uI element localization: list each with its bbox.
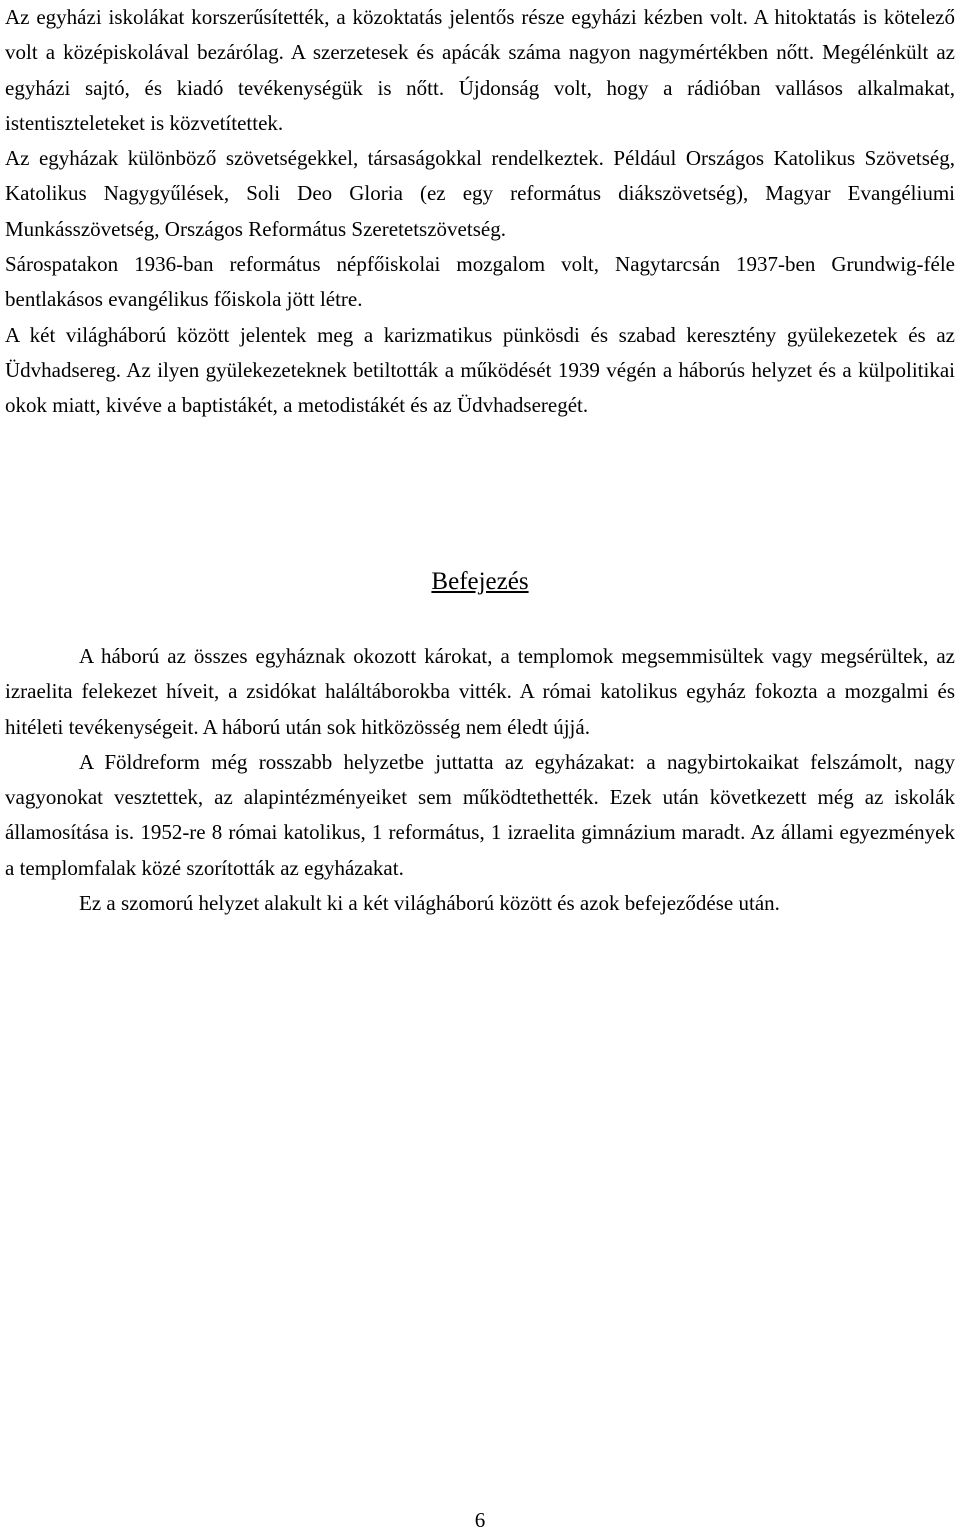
paragraph-church-schools: Az egyházi iskolákat korszerűsítették, a közoktatás jelentős része egyházi kézben volt. A hitoktatás is kötelező volt a középiskolával bezárólag. A szerzetesek és apácák száma nagyon nagymértékben nőtt. Megélénkült az egyházi sajtó, és kiadó tevékenységük is nőtt. Újdonság volt, hogy a rádióban vallásos alkalmakat, istentiszteleteket is közvetítettek. — [5, 5, 955, 135]
paragraph-church-associations: Az egyházak különböző szövetségekkel, társaságokkal rendelkeztek. Például Országos Katolikus Szövetség, Katolikus Nagygyűlések, Soli Deo Gloria (ez egy református diákszövetség), Magyar Evangéliumi Munkásszövetség, Országos Református Szeretetszövetség. — [5, 146, 955, 241]
paragraph-closing-sentence: Ez a szomorú helyzet alakult ki a két világháború között és azok befejeződése után. — [79, 891, 780, 916]
paragraph-land-reform: A Földreform még rosszabb helyzetbe juttatta az egyházakat: a nagybirtokaikat felszámolt, nagy vagyonokat vesztettek, az alapintézményeiket sem működtethették. Ezek után következett még az iskolák államosítása is. 1952-re 8 római katolikus, 1 református, 1 izraelita gimnázium maradt. Az állami egyezmények a templomfalak közé szorították az egyházakat. — [5, 749, 955, 880]
paragraph-folk-highschool: Sárospatakon 1936-ban református népfőiskolai mozgalom volt, Nagytarcsán 1937-ben Grundwig-féle bentlakásos evangélikus főiskola jött létre. — [5, 252, 955, 312]
paragraph-charismatic-congregations: A két világháború között jelentek meg a karizmatikus pünkösdi és szabad keresztény gyülekezetek és az Üdvhadsereg. Az ilyen gyülekezeteknek betiltották a működését 1939 végén a háborús helyzet és a külpolitikai okok miatt, kivéve a baptistákét, a metodistákét és az Üdvhadseregét. — [5, 322, 955, 418]
body-text-conclusion — [5, 639, 955, 921]
body-text-top — [5, 0, 955, 424]
section-heading: Befejezés — [431, 568, 529, 595]
paragraph-war-damage: A háború az összes egyháznak okozott károkat, a templomok megsemmisültek vagy megsérültek, az izraelita felekezet híveit, a zsidókat haláltáborokba vitték. A római katolikus egyház fokozta a mozgalmi és hitéleti tevékenységeit. A háború után sok hitközösség nem éledt újjá. — [5, 644, 955, 739]
page-number: 6 — [474, 1508, 486, 1532]
